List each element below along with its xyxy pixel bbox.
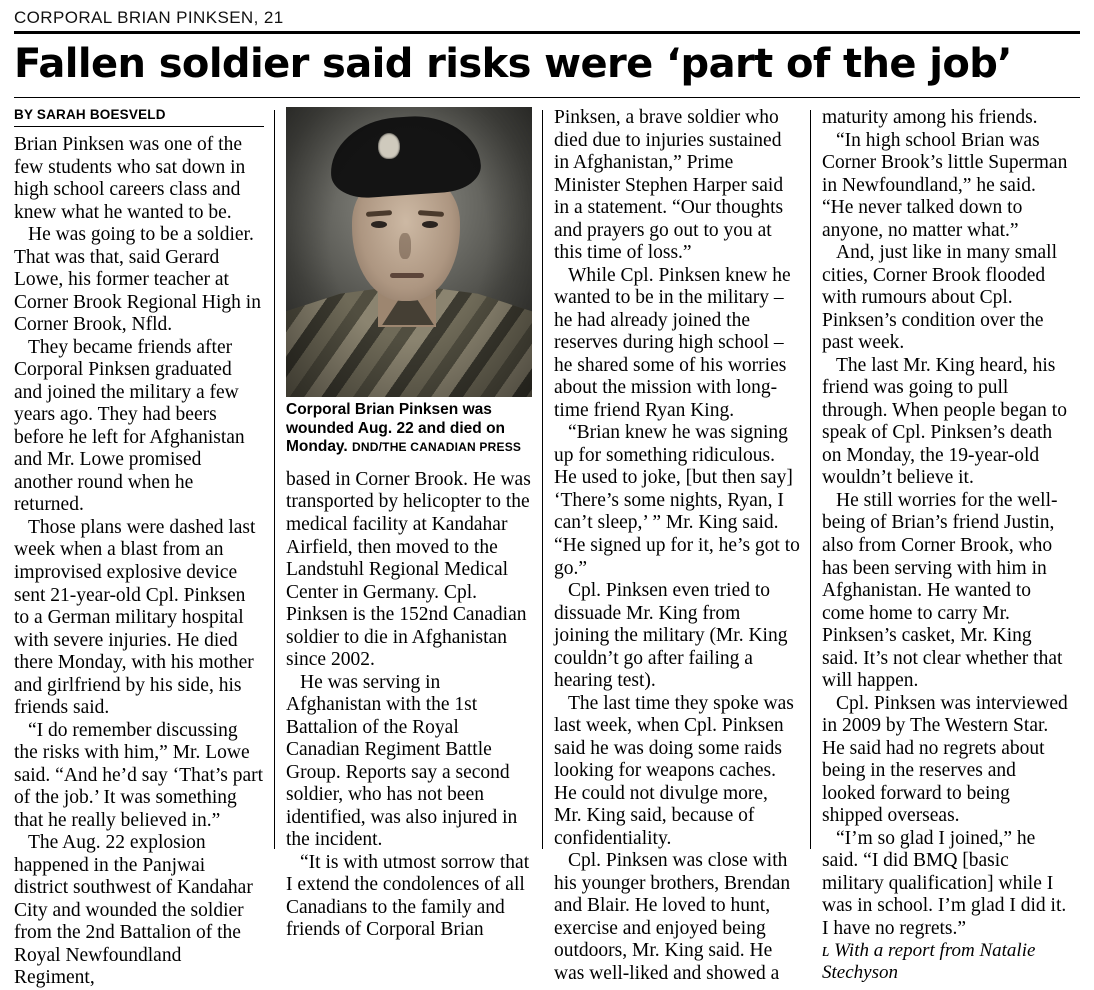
paragraph: The last time they spoke was last week, when Cpl. Pinksen said he was doing some raids looking for weapons caches. He could not divulge more, Mr. King said, because of confidentiality. [554, 692, 794, 849]
article-columns [14, 107, 1080, 989]
paragraph: “In high school Brian was Corner Brook’s little Superman in Newfoundland,” he said. “He never talked down to anyone, no matter what.” [822, 129, 1068, 241]
paragraph: Pinksen, a brave soldier who died due to injuries sustained in Afghanistan,” Prime Minister Stephen Harper said in a statement. “Our thoughts and prayers go out to you at this time of loss.” [554, 107, 784, 264]
photo-credit: DND/THE CANADIAN PRESS [352, 440, 522, 455]
paragraph: “I’m so glad I joined,” he said. “I did BMQ [basic military qualification] while I was in school. I’m glad I did it. I have no regrets.” [822, 827, 1067, 939]
column-divider [274, 110, 275, 849]
paragraph: Cpl. Pinksen was close with his younger brothers, Brendan and Blair. He loved to hunt, exercise and enjoyed being outdoors, Mr. King said. He was well-liked and showed a [554, 850, 791, 984]
paragraph: Brian Pinksen was one of the few students who sat down in high school careers class and knew what he wanted to be. [14, 134, 246, 223]
soldier-portrait-photo [286, 107, 532, 397]
column-1 [14, 107, 264, 989]
contributor-tagline: ʟ With a report from Natalie Stechyson [822, 940, 1036, 984]
paragraph: The last Mr. King heard, his friend was going to pull through. When people began to speak of Cpl. Pinksen’s death on Monday, the 19-year-old wouldn’t believe it. [822, 354, 1067, 489]
headline: Fallen soldier said risks were ‘part of the job’ [14, 41, 1012, 87]
paragraph: “It is with utmost sorrow that I extend the condolences of all Canadians to the family and friends of Corporal Brian [286, 851, 530, 941]
column-divider [542, 110, 543, 849]
paragraph: He was going to be a soldier. That was that, said Gerard Lowe, his former teacher at Corner Brook Regional High in Corner Brook, Nfld. [14, 224, 261, 336]
paragraph: Cpl. Pinksen was interviewed in 2009 by The Western Star. He said had no regrets about being in the reserves and looked forward to being shipped overseas. [822, 692, 1068, 827]
paragraph: While Cpl. Pinksen knew he wanted to be in the military – he had already joined the reserves during high school – he shared some of his worries about the mission with long-time friend Ryan King. [554, 264, 791, 421]
column-3 [532, 107, 800, 984]
paragraph: based in Corner Brook. He was transported by helicopter to the medical facility at Kandahar Airfield, then moved to the Landstuhl Regional Medical Center in Germany. Cpl. Pinksen is the 152nd Canadian soldier to die in Afghanistan since 2002. [286, 468, 531, 671]
paragraph: “Brian knew he was signing up for something ridiculous. He used to joke, [but then say] ‘There’s some nights, Ryan, I can’t sleep,’ ” Mr. King said. “He signed up for it, he’s got to go.” [554, 422, 800, 579]
paragraph: “I do remember discussing the risks with him,” Mr. Lowe said. “And he’d say ‘That’s part of the job.’ It was something that he really believed in.” [14, 719, 264, 831]
paragraph: Those plans were dashed last week when a blast from an improvised explosive device sent 21-year-old Cpl. Pinksen to a German military hospital with severe injuries. He died there Monday, with his mother and girlfriend by his side, his friends said. [14, 516, 256, 719]
paragraph: maturity among his friends. [822, 107, 1038, 129]
paragraph: He was serving in Afghanistan with the 1st Battalion of the Royal Canadian Regiment Battle Group. Reports say a second soldier, who has not been identified, was also injured in the incident. [286, 671, 518, 851]
byline: BY SARAH BOESVELD [14, 107, 166, 123]
photo-block [286, 107, 532, 457]
paragraph: He still worries for the well-being of Brian’s friend Justin, also from Corner Brook, who has been serving with him in Afghanistan. He wanted to come home to carry Mr. Pinksen’s casket, Mr. King said. It’s not clear whether that will happen. [822, 489, 1063, 692]
kicker-rule [14, 31, 1080, 34]
photo-vignette [286, 107, 532, 397]
paragraph: Cpl. Pinksen even tried to dissuade Mr. King from joining the military (Mr. King couldn’t go after failing a hearing test). [554, 580, 788, 692]
paragraph: And, just like in many small cities, Corner Brook flooded with rumours about Cpl. Pinksen’s condition over the past week. [822, 242, 1057, 354]
column-2 [264, 107, 532, 941]
paragraph: They became friends after Corporal Pinksen graduated and joined the military a few years ago. They had beers before he left for Afghanistan and Mr. Lowe promised another round when he returned. [14, 336, 245, 516]
column-divider [810, 110, 811, 849]
headline-rule [14, 97, 1080, 98]
column-4 [800, 107, 1068, 984]
photo-caption-text: Corporal Brian Pinksen was wounded Aug. 22 and died on Monday. [286, 401, 506, 456]
photo-caption [286, 401, 532, 457]
section-kicker: CORPORAL BRIAN PINKSEN, 21 [14, 8, 284, 27]
paragraph: The Aug. 22 explosion happened in the Panjwai district southwest of Kandahar City and wounded the soldier from the 2nd Battalion of the Royal Newfoundland Regiment, [14, 832, 253, 989]
byline-rule [14, 126, 264, 127]
